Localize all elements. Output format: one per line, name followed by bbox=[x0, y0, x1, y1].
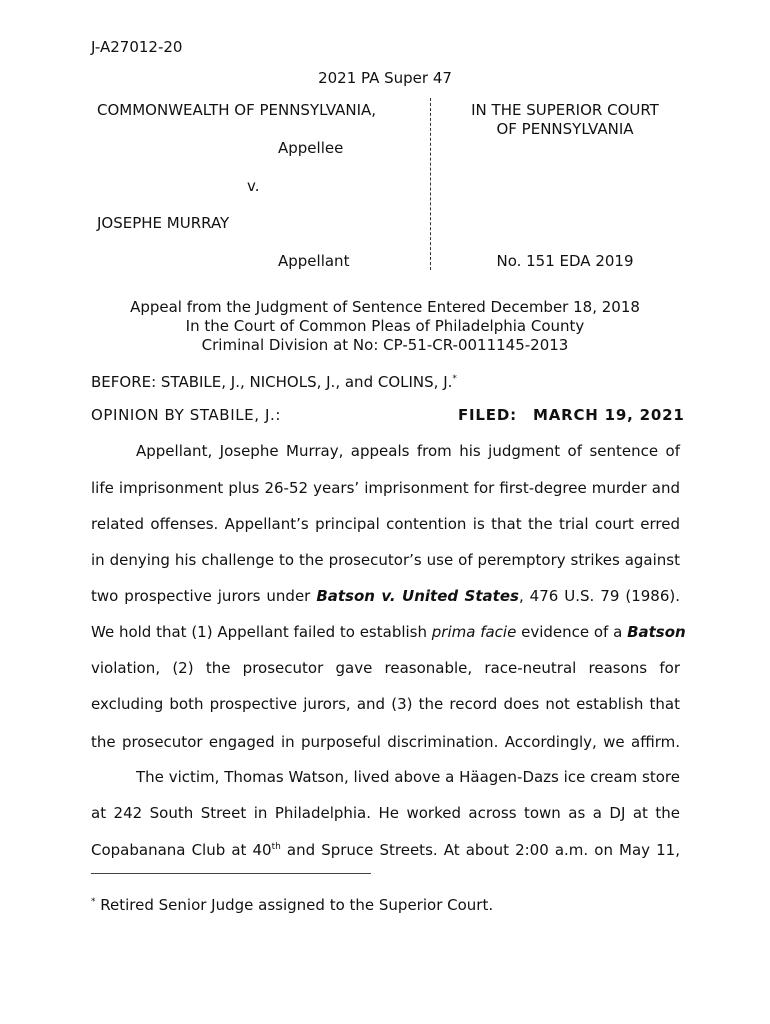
body-line: in denying his challenge to the prosecutor’s use of peremptory strikes against bbox=[91, 551, 680, 569]
party-appellant: JOSEPHE MURRAY bbox=[97, 214, 230, 232]
docket-number: No. 151 EDA 2019 bbox=[496, 252, 634, 270]
footnote-text: Retired Senior Judge assigned to the Superior Court. bbox=[95, 896, 494, 914]
body-line: violation, (2) the prosecutor gave reasonable, race-neutral reasons for bbox=[91, 659, 680, 677]
body-line: excluding both prospective jurors, and (3) the record does not establish that bbox=[91, 695, 680, 713]
footnote-rule bbox=[91, 873, 371, 874]
role-appellee: Appellee bbox=[278, 139, 344, 157]
role-appellant: Appellant bbox=[278, 252, 350, 270]
footnote-ref[interactable]: * bbox=[452, 374, 457, 384]
body-line: We hold that (1) Appellant failed to establish prima facie evidence of a Batson bbox=[91, 623, 686, 641]
versus: v. bbox=[247, 177, 260, 195]
panel-line bbox=[91, 373, 457, 391]
appeal-line1: Appeal from the Judgment of Sentence Entered December 18, 2018 bbox=[130, 298, 640, 316]
filed-label: FILED: bbox=[458, 406, 517, 424]
appeal-line3: Criminal Division at No: CP-51-CR-0011145-2013 bbox=[201, 336, 569, 354]
body-line: related offenses. Appellant’s principal contention is that the trial court erred bbox=[91, 515, 680, 533]
case-citation: Batson bbox=[627, 623, 686, 641]
court-name-line1: IN THE SUPERIOR COURT bbox=[471, 101, 659, 119]
caption-divider bbox=[430, 98, 431, 270]
appeal-line2: In the Court of Common Pleas of Philadelphia County bbox=[185, 317, 585, 335]
body-line: life imprisonment plus 26-52 years’ imprisonment for first-degree murder and bbox=[91, 479, 680, 497]
footnote bbox=[91, 896, 493, 914]
opinion-author: OPINION BY STABILE, J.: bbox=[91, 406, 282, 424]
body-line: at 242 South Street in Philadelphia. He worked across town as a DJ at the bbox=[91, 804, 680, 822]
filed-date: MARCH 19, 2021 bbox=[533, 406, 685, 424]
party-appellee: COMMONWEALTH OF PENNSYLVANIA, bbox=[97, 101, 377, 119]
citation: 2021 PA Super 47 bbox=[318, 69, 452, 87]
body-line: The victim, Thomas Watson, lived above a Häagen-Dazs ice cream store bbox=[136, 768, 680, 786]
case-citation: Batson v. United States bbox=[316, 587, 519, 605]
latin-term: prima facie bbox=[431, 623, 517, 641]
court-name-line2: OF PENNSYLVANIA bbox=[496, 120, 634, 138]
body-line: Copabanana Club at 40th and Spruce Streets. At about 2:00 a.m. on May 11, bbox=[91, 841, 680, 859]
body-line: two prospective jurors under Batson v. United States, 476 U.S. 79 (1986). bbox=[91, 587, 680, 605]
panel-text: BEFORE: STABILE, J., NICHOLS, J., and COLINS, J. bbox=[91, 373, 453, 391]
docket-code: J-A27012-20 bbox=[91, 38, 183, 56]
body-line: the prosecutor engaged in purposeful discrimination. Accordingly, we affirm. bbox=[91, 733, 680, 751]
body-line: Appellant, Josephe Murray, appeals from his judgment of sentence of bbox=[136, 442, 680, 460]
footnote-mark: * bbox=[91, 897, 96, 907]
